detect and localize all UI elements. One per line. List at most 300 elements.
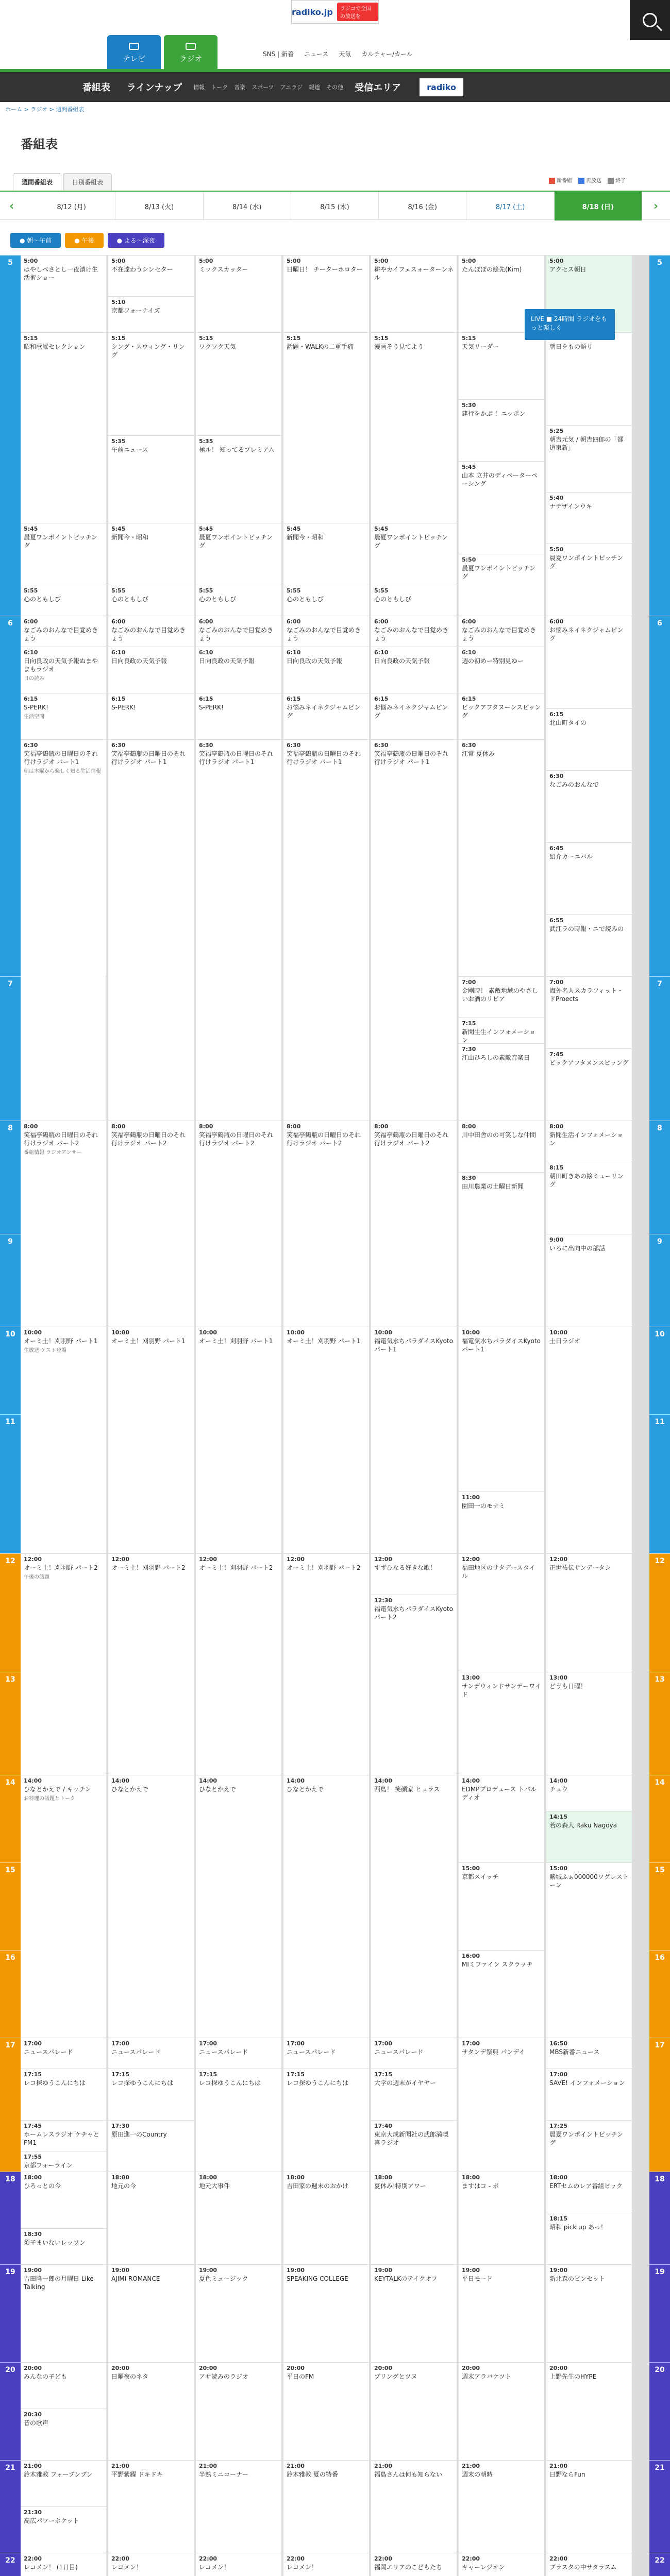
program-cell[interactable] <box>196 2038 281 2069</box>
program-cell[interactable] <box>546 770 632 842</box>
program-cell[interactable] <box>546 2120 632 2172</box>
program-cell[interactable] <box>371 585 457 616</box>
program-cell[interactable] <box>546 842 632 914</box>
program-cell[interactable] <box>371 2172 457 2264</box>
program-time: 5:00 <box>287 258 301 264</box>
program-cell[interactable] <box>108 647 194 693</box>
program-cell[interactable] <box>21 1121 106 1327</box>
program-time: 5:40 <box>549 495 564 501</box>
program-cell[interactable] <box>283 2172 369 2264</box>
program-cell[interactable] <box>459 2362 544 2460</box>
day-column <box>108 255 194 2576</box>
program-cell[interactable] <box>196 1775 281 2038</box>
program-title: アクセス朝日 <box>549 266 587 273</box>
program-time: 19:00 <box>462 2267 480 2274</box>
date-tab[interactable]: 8/12 (月) <box>28 192 115 221</box>
program-grid <box>0 255 670 2576</box>
program-title: ミックスカッター <box>199 266 248 273</box>
program-cell[interactable] <box>283 647 369 693</box>
program-time: 5:55 <box>24 587 38 594</box>
program-cell[interactable] <box>546 1327 632 1553</box>
program-title: お悩みネイネクジャムピング <box>549 626 624 642</box>
program-cell[interactable] <box>21 693 106 739</box>
hour-label: 16 <box>0 1950 21 2038</box>
program-time: 18:00 <box>199 2174 217 2181</box>
program-cell[interactable] <box>459 1672 544 1775</box>
program-cell[interactable] <box>283 2038 369 2069</box>
program-time: 6:30 <box>111 742 126 749</box>
program-time: 14:00 <box>111 1777 130 1784</box>
program-cell[interactable] <box>371 739 457 1121</box>
program-cell[interactable] <box>371 523 457 585</box>
program-cell[interactable] <box>108 2362 194 2460</box>
program-cell[interactable] <box>283 2362 369 2460</box>
program-title: なごみのおんなで目覚めきょう <box>111 626 186 642</box>
program-title: なごみのおんなで <box>549 781 599 788</box>
program-cell[interactable] <box>459 1043 544 1121</box>
program-cell[interactable] <box>371 255 457 332</box>
program-cell[interactable] <box>21 2038 106 2069</box>
program-cell[interactable] <box>546 708 632 770</box>
program-cell[interactable] <box>283 1553 369 1775</box>
program-time: 5:50 <box>549 546 564 553</box>
program-time: 12:00 <box>549 1556 568 1563</box>
program-time: 12:00 <box>287 1556 305 1563</box>
day-column <box>459 255 544 2576</box>
program-title: 極ル！ 知ってるプレミアム <box>199 446 275 453</box>
program-title: ひろっとの今 <box>24 2182 61 2190</box>
nav-genre[interactable]: 情報 <box>193 84 205 91</box>
program-cell[interactable] <box>196 435 281 523</box>
program-time: 12:00 <box>462 1556 480 1563</box>
program-cell[interactable] <box>459 1492 544 1553</box>
program-title: 昭和 pick up あっ！ <box>549 2224 607 2231</box>
program-title: SAVE! インフォメーション <box>549 2079 625 2087</box>
program-cell[interactable] <box>196 2460 281 2553</box>
program-cell[interactable] <box>108 2172 194 2264</box>
program-title: なごみのおんなで目覚めきょう <box>462 626 537 642</box>
program-cell[interactable] <box>108 693 194 739</box>
hour-label: 17 <box>649 2038 670 2172</box>
program-cell[interactable] <box>21 2172 106 2228</box>
program-cell[interactable] <box>196 1327 281 1553</box>
program-title: 川中田舎のの可笑しな仲間 <box>462 1131 537 1139</box>
program-title: 鈴木雅教 夏の特番 <box>287 2471 338 2478</box>
live-popup[interactable]: LIVE ■ 24時間 ラジオをもっと楽しく <box>525 309 615 340</box>
program-title: 江山ひろしの素敵音楽日 <box>462 1054 530 1061</box>
program-cell[interactable] <box>108 2038 194 2069</box>
program-cell[interactable] <box>546 1121 632 1162</box>
hour-label: 19 <box>0 2264 21 2362</box>
hour-label: 9 <box>0 1234 21 1327</box>
program-cell[interactable] <box>459 1950 544 2038</box>
program-cell[interactable] <box>108 585 194 616</box>
program-cell[interactable] <box>108 296 194 332</box>
program-cell[interactable] <box>283 2069 369 2172</box>
program-time: 17:15 <box>374 2071 393 2078</box>
program-time: 19:00 <box>111 2267 130 2274</box>
program-title: レコメン！ <box>287 2564 318 2571</box>
program-cell[interactable] <box>108 1327 194 1553</box>
program-time: 20:00 <box>111 2365 130 2371</box>
tab-daily[interactable]: 日別番組表 <box>63 173 112 191</box>
program-time: 6:30 <box>549 773 564 779</box>
date-tab[interactable]: 8/17 (土) <box>466 192 554 221</box>
program-title: 福電気水ちパラダイスKyoto パート2 <box>374 1605 454 1621</box>
program-time: 22:00 <box>462 2555 480 2562</box>
program-cell[interactable] <box>371 616 457 647</box>
program-cell[interactable] <box>196 332 281 435</box>
program-cell[interactable] <box>371 1595 457 1775</box>
program-cell[interactable] <box>546 425 632 492</box>
top-link[interactable]: ニュース <box>304 50 329 58</box>
program-cell[interactable] <box>21 523 106 585</box>
hour-label: 15 <box>649 1862 670 1950</box>
nav-genre[interactable]: トーク <box>211 84 228 91</box>
program-cell[interactable] <box>371 2120 457 2172</box>
program-time: 6:30 <box>199 742 213 749</box>
program-time: 8:00 <box>24 1123 38 1130</box>
program-time: 19:00 <box>199 2267 217 2274</box>
program-cell[interactable] <box>108 332 194 435</box>
program-cell[interactable] <box>546 1672 632 1775</box>
program-time: 6:30 <box>462 742 476 749</box>
program-title: みんなの子ども <box>24 2373 68 2380</box>
program-cell[interactable] <box>546 2172 632 2213</box>
program-cell[interactable] <box>371 647 457 693</box>
nav-genre[interactable]: スポーツ <box>252 84 274 91</box>
program-cell[interactable] <box>21 2506 106 2553</box>
program-cell[interactable] <box>283 1121 369 1327</box>
program-cell[interactable] <box>546 2069 632 2120</box>
program-cell[interactable] <box>459 2172 544 2264</box>
program-cell[interactable] <box>196 255 281 332</box>
top-link[interactable]: 天気 <box>339 50 351 58</box>
program-time: 19:00 <box>24 2267 42 2274</box>
program-cell[interactable] <box>108 1775 194 2038</box>
search-button[interactable] <box>630 0 670 40</box>
program-cell[interactable] <box>108 616 194 647</box>
program-cell[interactable] <box>196 585 281 616</box>
program-cell[interactable] <box>459 461 544 554</box>
program-title: 晨夏ワンポイントピッチング <box>549 554 623 570</box>
program-title: 日向良政の天気予報 <box>111 657 167 665</box>
program-cell[interactable] <box>21 255 106 332</box>
program-time: 17:00 <box>24 2040 42 2047</box>
program-cell[interactable] <box>108 255 194 296</box>
program-time: 13:00 <box>549 1674 568 1681</box>
prev-week-arrow-icon[interactable]: ‹ <box>9 200 14 213</box>
hour-label: 8 <box>649 1121 670 1234</box>
program-cell[interactable] <box>283 693 369 739</box>
program-cell[interactable] <box>196 523 281 585</box>
breadcrumb[interactable]: ホーム > ラジオ > 週間番組表 <box>5 106 85 113</box>
program-cell[interactable] <box>546 1234 632 1327</box>
program-cell[interactable] <box>283 1327 369 1553</box>
program-cell[interactable] <box>196 2264 281 2362</box>
program-cell[interactable] <box>546 2264 632 2362</box>
top-link[interactable]: カルチャー/カール <box>361 50 413 58</box>
program-cell[interactable] <box>371 332 457 523</box>
program-time: 21:00 <box>549 2463 568 2469</box>
program-time: 5:45 <box>374 526 389 532</box>
program-cell[interactable] <box>546 616 632 708</box>
program-cell[interactable] <box>546 1553 632 1672</box>
program-cell[interactable] <box>283 616 369 647</box>
program-time: 5:30 <box>462 402 476 409</box>
program-cell[interactable] <box>459 1018 544 1043</box>
program-cell[interactable] <box>21 1327 106 1553</box>
program-cell[interactable] <box>459 2038 544 2172</box>
program-cell[interactable] <box>196 2069 281 2172</box>
program-time: 10:00 <box>374 1329 393 1336</box>
program-cell[interactable] <box>459 554 544 616</box>
program-cell[interactable] <box>459 693 544 739</box>
radiko-logo[interactable]: radiko <box>420 78 463 96</box>
program-cell[interactable] <box>371 2553 457 2576</box>
nav-genre[interactable]: アニラジ <box>280 84 303 91</box>
program-cell[interactable] <box>546 2213 632 2264</box>
radiko-ad-banner[interactable] <box>291 0 379 24</box>
program-title: アサ読みのラジオ <box>199 2373 249 2380</box>
program-title: 朝田町きあの絵ミューリング <box>549 1173 624 1188</box>
program-cell[interactable] <box>371 2362 457 2460</box>
program-time: 10:00 <box>287 1329 305 1336</box>
program-cell[interactable] <box>371 2460 457 2553</box>
tab-tv[interactable] <box>107 35 161 69</box>
program-time: 17:00 <box>374 2040 393 2047</box>
program-cell[interactable] <box>108 2120 194 2172</box>
program-cell[interactable] <box>196 2553 281 2576</box>
program-cell[interactable] <box>459 647 544 693</box>
program-title: 心のともしび <box>24 596 61 603</box>
tab-weekly[interactable]: 週間番組表 <box>13 173 61 191</box>
program-cell[interactable] <box>196 2362 281 2460</box>
program-cell[interactable] <box>21 616 106 647</box>
program-cell[interactable] <box>108 2553 194 2576</box>
program-cell[interactable] <box>21 2228 106 2264</box>
tab-radio[interactable] <box>164 35 217 69</box>
date-tab[interactable]: 8/13 (火) <box>115 192 203 221</box>
program-cell[interactable] <box>196 1121 281 1327</box>
hour-label: 6 <box>0 616 21 976</box>
program-title: 笑福亭鶴瓶の日曜日のそれ行けラジオ パート2 <box>374 1131 449 1147</box>
program-title: 週末アラバケツト <box>462 2373 511 2380</box>
program-time: 10:00 <box>199 1329 217 1336</box>
program-cell[interactable] <box>283 2553 369 2576</box>
program-cell[interactable] <box>546 1048 632 1121</box>
program-cell[interactable] <box>283 255 369 332</box>
program-time: 19:00 <box>374 2267 393 2274</box>
top-bar <box>0 0 670 67</box>
program-cell[interactable] <box>459 1775 544 1862</box>
program-cell[interactable] <box>283 2460 369 2553</box>
program-cell[interactable] <box>371 1121 457 1327</box>
program-cell[interactable] <box>459 1172 544 1327</box>
program-cell[interactable] <box>459 2460 544 2553</box>
program-cell[interactable] <box>459 399 544 461</box>
program-cell[interactable] <box>21 2409 106 2460</box>
program-cell[interactable] <box>108 2264 194 2362</box>
program-cell[interactable] <box>21 1775 106 2038</box>
program-time: 8:00 <box>462 1123 476 1130</box>
program-time: 5:15 <box>374 335 389 342</box>
program-cell[interactable] <box>283 2264 369 2362</box>
program-cell[interactable] <box>21 2460 106 2506</box>
date-bar <box>0 191 670 219</box>
program-cell[interactable] <box>21 2069 106 2120</box>
program-desc: 日の読み <box>24 676 44 682</box>
program-cell[interactable] <box>21 332 106 523</box>
program-time: 5:00 <box>549 258 564 264</box>
program-time: 21:00 <box>287 2463 305 2469</box>
program-cell[interactable] <box>21 585 106 616</box>
program-cell[interactable] <box>546 2460 632 2553</box>
program-cell[interactable] <box>371 1553 457 1595</box>
program-time: 6:15 <box>199 696 213 702</box>
program-cell[interactable] <box>108 435 194 523</box>
program-time: 6:00 <box>374 618 389 625</box>
program-time: 19:00 <box>287 2267 305 2274</box>
program-title: 笑福亭鶴瓶の日曜日のそれ行けラジオ パート1 <box>24 750 98 766</box>
program-cell[interactable] <box>21 2151 106 2172</box>
nav-genre[interactable]: その他 <box>326 84 344 91</box>
program-time: 5:45 <box>24 526 38 532</box>
program-time: 17:00 <box>287 2040 305 2047</box>
program-time: 8:30 <box>462 1175 476 1181</box>
program-cell[interactable] <box>283 523 369 585</box>
program-cell[interactable] <box>459 616 544 647</box>
program-cell[interactable] <box>459 1862 544 1950</box>
program-cell[interactable] <box>108 2460 194 2553</box>
program-time: 14:00 <box>287 1777 305 1784</box>
program-cell[interactable] <box>459 2264 544 2362</box>
program-cell[interactable] <box>21 2362 106 2409</box>
program-cell[interactable] <box>283 739 369 1121</box>
program-cell[interactable] <box>459 1553 544 1672</box>
nav-lineup[interactable]: ラインナップ <box>127 82 182 93</box>
nav-program-guide[interactable]: 番組表 <box>82 82 110 93</box>
program-cell[interactable] <box>371 1775 457 2038</box>
program-cell[interactable] <box>546 332 632 425</box>
program-cell[interactable] <box>546 976 632 1048</box>
program-cell[interactable] <box>21 2264 106 2362</box>
program-time: 18:00 <box>24 2174 42 2181</box>
program-cell[interactable] <box>546 492 632 544</box>
program-cell[interactable] <box>196 616 281 647</box>
program-cell[interactable] <box>546 1811 632 1862</box>
program-title: 心のともしび <box>199 596 237 603</box>
program-cell[interactable] <box>108 523 194 585</box>
program-time: 18:00 <box>549 2174 568 2181</box>
program-cell[interactable] <box>459 976 544 1018</box>
program-time: 22:00 <box>374 2555 393 2562</box>
program-cell[interactable] <box>21 739 106 976</box>
program-cell[interactable] <box>546 544 632 616</box>
program-cell[interactable] <box>21 1553 106 1775</box>
jump-night-button[interactable]: ● よる～深夜 <box>108 233 164 248</box>
program-cell[interactable] <box>546 1162 632 1234</box>
hour-label: 11 <box>649 1414 670 1553</box>
nav-genre[interactable]: 報道 <box>309 84 321 91</box>
program-time: 6:00 <box>549 618 564 625</box>
program-title: 新聞生活インフォメーション <box>549 1131 623 1147</box>
program-cell[interactable] <box>371 1327 457 1553</box>
tab-tv-label: テレビ <box>122 54 146 63</box>
program-cell[interactable] <box>546 1862 632 2038</box>
program-cell[interactable] <box>546 2553 632 2576</box>
date-tab[interactable]: 8/16 (金) <box>379 192 466 221</box>
program-title: 耕やカイフェスォーターンネル <box>374 266 454 281</box>
jump-morning-button[interactable]: ● 朝～午前 <box>10 233 61 248</box>
program-cell[interactable] <box>459 1327 544 1492</box>
program-cell[interactable] <box>371 2038 457 2069</box>
program-cell[interactable] <box>546 2362 632 2460</box>
program-time: 17:45 <box>24 2123 42 2129</box>
nav-area[interactable]: 受信エリア <box>355 82 401 93</box>
program-cell[interactable] <box>283 1775 369 2038</box>
program-time: 17:00 <box>462 2040 480 2047</box>
program-cell[interactable] <box>371 2069 457 2120</box>
program-time: 5:55 <box>199 587 213 594</box>
date-tab[interactable]: 8/14 (水) <box>204 192 291 221</box>
program-cell[interactable] <box>21 2553 106 2576</box>
program-time: 21:00 <box>374 2463 393 2469</box>
program-time: 14:00 <box>549 1777 568 1784</box>
program-cell[interactable] <box>21 647 106 693</box>
program-cell[interactable] <box>196 693 281 739</box>
program-cell[interactable] <box>21 2120 106 2151</box>
program-cell[interactable] <box>371 693 457 739</box>
program-cell[interactable] <box>196 647 281 693</box>
program-cell[interactable] <box>283 332 369 523</box>
top-link[interactable]: SNS | 新着 <box>263 50 294 58</box>
program-time: 6:45 <box>549 845 564 852</box>
nav-genre[interactable]: 音楽 <box>234 84 246 91</box>
program-cell[interactable] <box>459 332 544 399</box>
program-cell[interactable] <box>546 2038 632 2069</box>
program-cell[interactable] <box>459 739 544 976</box>
program-cell[interactable] <box>108 1553 194 1775</box>
program-title: ニュースパレード <box>24 2048 73 2056</box>
program-cell[interactable] <box>371 2264 457 2362</box>
program-cell[interactable] <box>196 2172 281 2264</box>
hour-label: 18 <box>0 2172 21 2264</box>
date-tab-selected[interactable]: 8/18 (日) <box>555 192 642 221</box>
program-cell[interactable] <box>108 739 194 1121</box>
program-title: なごみのおんなで目覚めきょう <box>287 626 361 642</box>
date-tab[interactable]: 8/15 (木) <box>291 192 379 221</box>
program-time: 6:10 <box>374 649 389 656</box>
program-cell[interactable] <box>108 2069 194 2120</box>
program-cell[interactable] <box>283 585 369 616</box>
program-cell[interactable] <box>196 739 281 1121</box>
program-time: 17:00 <box>199 2040 217 2047</box>
program-cell[interactable] <box>546 1775 632 1811</box>
program-title: サンデウィンドサンデーワイド <box>462 1683 541 1698</box>
program-title: 半熟ミニコーナー <box>199 2471 249 2478</box>
legend <box>549 176 626 184</box>
program-cell[interactable] <box>459 1121 544 1172</box>
program-cell[interactable] <box>546 914 632 976</box>
program-title: 福電気水ちパラダイスKyoto パート1 <box>462 1337 541 1353</box>
jump-afternoon-button[interactable]: ● 午後 <box>65 233 103 248</box>
next-week-arrow-icon[interactable]: › <box>654 200 659 213</box>
program-cell[interactable] <box>108 1121 194 1327</box>
program-cell[interactable] <box>196 1553 281 1775</box>
hour-label: 19 <box>649 2264 670 2362</box>
program-cell[interactable] <box>459 2553 544 2576</box>
